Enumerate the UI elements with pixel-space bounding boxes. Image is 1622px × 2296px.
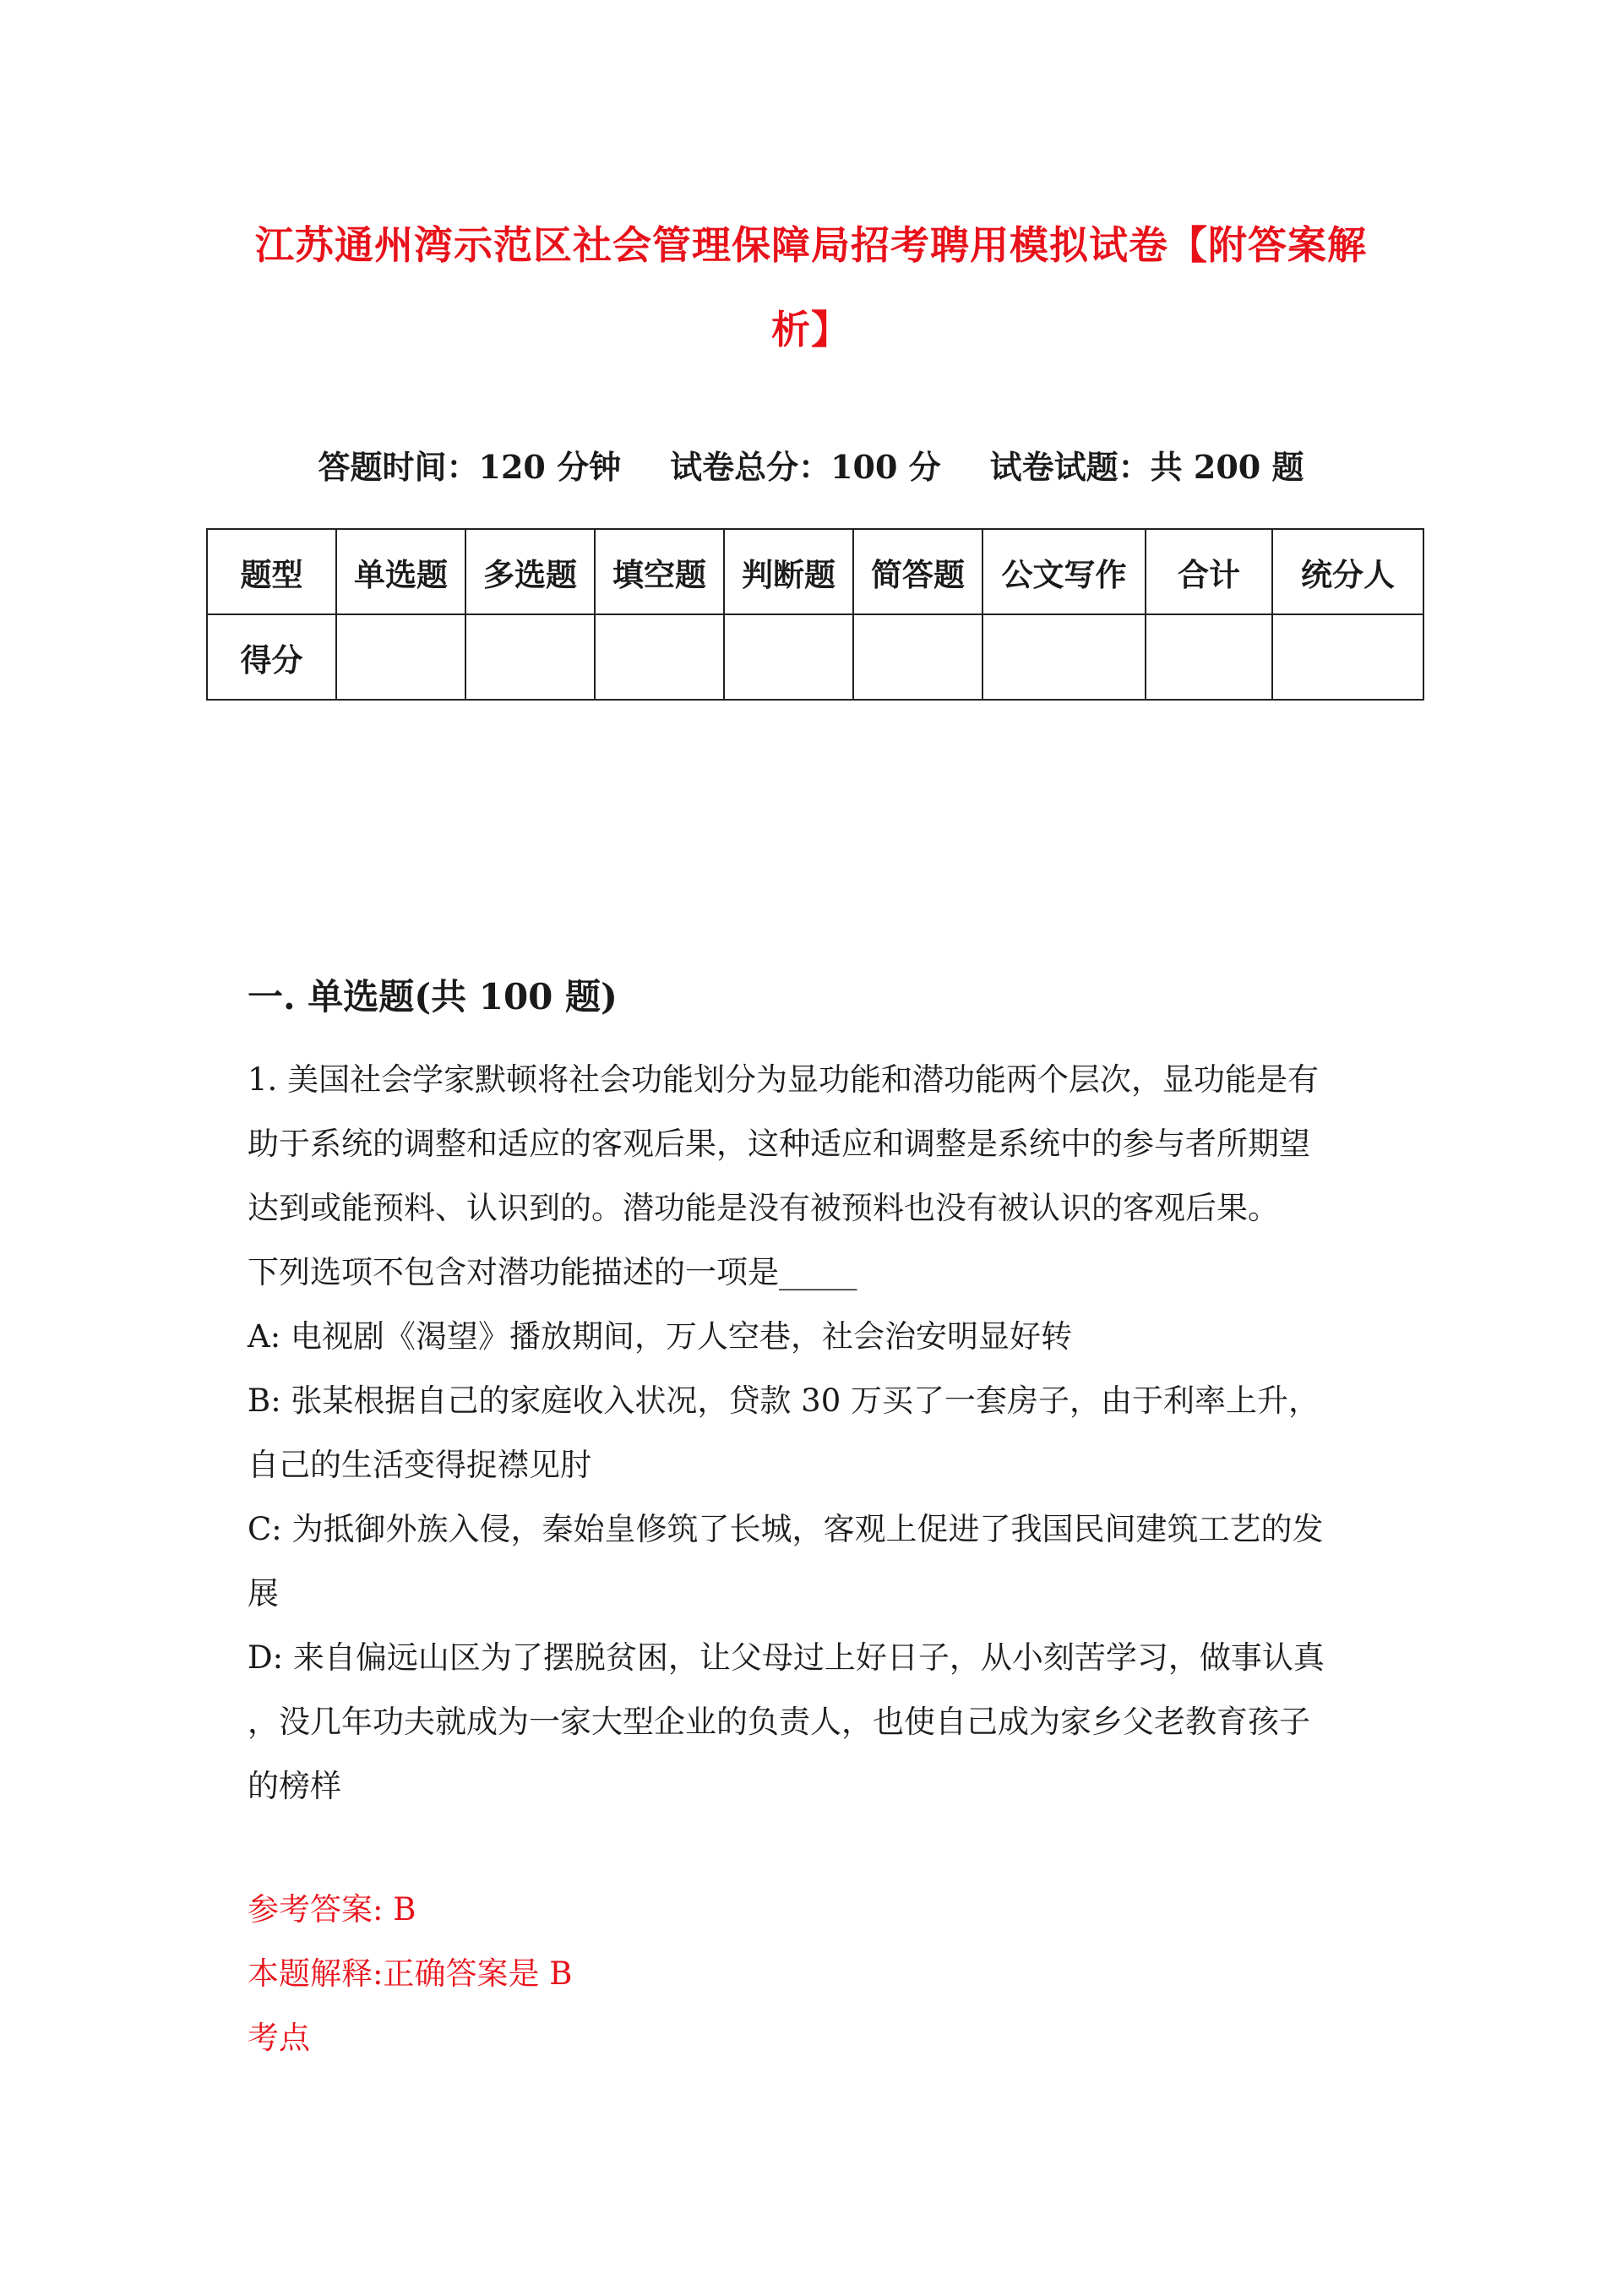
score-row-label: 得分	[207, 614, 336, 700]
score-table-score-row	[207, 614, 1423, 700]
question-stem-line: 1. 美国社会学家默顿将社会功能划分为显功能和潜功能两个层次，显功能是有	[248, 1061, 1320, 1098]
question-stem-line: 助于系统的调整和适应的客观后果，这种适应和调整是系统中的参与者所期望	[248, 1126, 1310, 1162]
score-cell	[1146, 614, 1272, 700]
option-a	[248, 1305, 1396, 1369]
option-line: 展	[248, 1575, 279, 1612]
score-table-header: 公文写作	[982, 529, 1146, 614]
answer-keypoint: 考点	[248, 2020, 310, 2056]
score-table-header: 简答题	[853, 529, 982, 614]
question-stem-line: 下列选项不包含对潜功能描述的一项是_____	[248, 1254, 857, 1290]
score-table-header: 判断题	[724, 529, 853, 614]
score-cell	[336, 614, 465, 700]
option-d	[248, 1626, 1396, 1819]
option-line: A: 电视剧《渴望》播放期间，万人空巷，社会治安明显好转	[248, 1318, 1072, 1355]
score-cell	[1272, 614, 1423, 700]
option-c	[248, 1497, 1396, 1626]
question-stem-line: 达到或能预料、认识到的。潜功能是没有被预料也没有被认识的客观后果。	[248, 1190, 1279, 1226]
score-table-header: 题型	[207, 529, 336, 614]
exam-total-score: 试卷总分：100 分	[670, 448, 941, 486]
score-table-header: 合计	[1146, 529, 1272, 614]
option-line: D: 来自偏远山区为了摆脱贫困，让父母过上好日子，从小刻苦学习，做事认真	[248, 1639, 1325, 1676]
score-cell	[465, 614, 595, 700]
exam-title-line-1: 江苏通州湾示范区社会管理保障局招考聘用模拟试卷【附答案解	[255, 222, 1367, 268]
score-cell	[595, 614, 724, 700]
score-cell	[853, 614, 982, 700]
answer-explanation: 本题解释:正确答案是 B	[248, 1955, 573, 1992]
option-line: B: 张某根据自己的家庭收入状况，贷款 30 万买了一套房子，由于利率上升，	[248, 1383, 1320, 1419]
section-title: 一. 单选题(共 100 题)	[248, 976, 618, 1017]
score-table-header: 单选题	[336, 529, 465, 614]
score-table-header: 多选题	[465, 529, 595, 614]
score-table-header: 统分人	[1272, 529, 1423, 614]
exam-question-count: 试卷试题：共 200 题	[989, 448, 1304, 486]
exam-title-line-2: 析】	[771, 307, 851, 352]
exam-time: 答题时间：120 分钟	[318, 448, 622, 486]
score-table-header: 填空题	[595, 529, 724, 614]
answer-block	[248, 1878, 1346, 2070]
question-1	[248, 1048, 1396, 1819]
score-table	[206, 528, 1424, 701]
option-line: C: 为抵御外族入侵，秦始皇修筑了长城，客观上促进了我国民间建筑工艺的发	[248, 1511, 1324, 1547]
score-table-header-row	[207, 529, 1423, 614]
score-cell	[724, 614, 853, 700]
score-cell	[982, 614, 1146, 700]
option-b	[248, 1369, 1396, 1497]
exam-meta	[203, 446, 1419, 488]
option-line: 的榜样	[248, 1768, 341, 1804]
reference-answer: 参考答案: B	[248, 1891, 416, 1928]
exam-title	[253, 203, 1369, 372]
option-line: 自己的生活变得捉襟见肘	[248, 1447, 591, 1483]
option-line: ，没几年功夫就成为一家大型企业的负责人，也使自己成为家乡父老教育孩子	[248, 1704, 1310, 1740]
